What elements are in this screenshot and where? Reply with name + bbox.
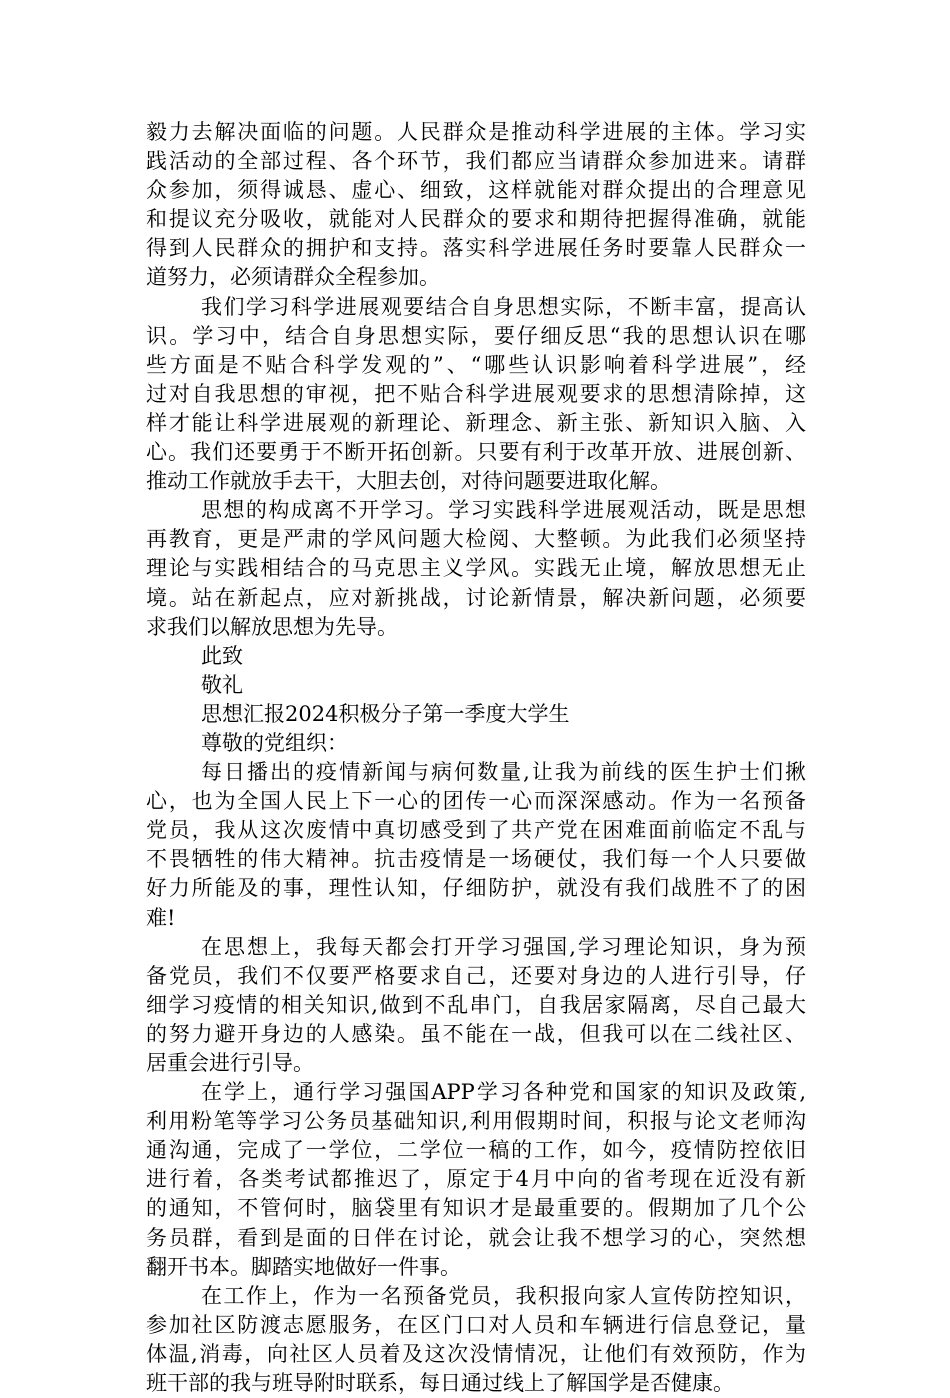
document-body [146,118,806,1398]
text-line: 思想汇报2024积极分子第一季度大学生 [201,701,570,726]
text-line: 得到人民群众的拥护和支持。落实科学进展任务时要靠人民群众一 [146,236,806,261]
text-line: 和提议充分吸收，就能对人民群众的要求和期待把握得准确，就能 [146,207,806,232]
text-line: 不畏牺牲的伟大精神。抗击疫情是一场硬仗，我们每一个人只要做 [146,847,806,872]
text-line: 推动工作就放手去干，大胆去创，对待问题要进取化解。 [146,469,671,494]
text-line: 心，也为全国人民上下一心的团传一心而深深感动。作为一名预备 [146,789,806,814]
text-line: 班干部的我与班导附时联系，每日通过线上了解国学是否健康。 [146,1371,734,1396]
text-line: 过对自我思想的审视，把不贴合科学进展观要求的思想清除掉，这 [146,381,806,406]
text-line: 境。站在新起点，应对新挑战，讨论新情景，解决新问题，必须要 [146,585,806,610]
text-line: 理论与实践相结合的马克思主义学风。实践无止境，解放思想无止 [146,556,806,581]
text-line: 在学上，通行学习强国APP学习各种党和国家的知识及政策, [201,1080,806,1105]
text-line: 毅力去解决面临的问题。人民群众是推动科学进展的主体。学习实 [146,120,806,144]
text-line: 通沟通，完成了一学位，二学位一稿的工作，如今，疫情防控依旧 [146,1138,806,1163]
text-line: 心。我们还要勇于不断开拓创新。只要有利于改革开放、进展创新、 [146,440,806,465]
text-line: 参加社区防渡志愿服务，在区门口对人员和车辆进行信息登记，量 [146,1312,806,1337]
text-line: 利用粉笔等学习公务员基础知识,利用假期时间，积报与论文老师沟 [146,1109,806,1134]
text-line: 样才能让科学进展观的新理论、新理念、新主张、新知识入脑、入 [146,410,806,435]
text-line: 众参加，须得诚恳、虚心、细致，这样就能对群众提出的合理意见 [146,178,806,203]
text-line: 思想的构成离不开学习。学习实践科学进展观活动，既是思想 [201,498,806,523]
text-line: 难! [146,905,176,930]
text-line: 的通知，不管何时，脑袋里有知识才是最重要的。假期加了几个公 [146,1196,806,1221]
text-line: 居重会进行引导。 [146,1051,314,1075]
text-line: 识。学习中，结合自身思想实际，要仔细反思“我的思想认识在哪 [146,323,806,348]
text-line: 敬礼 [201,672,243,697]
text-line: 每日播出的疫情新闻与病何数量,让我为前线的医生护士们揪 [201,760,806,785]
text-line: 此致 [201,643,243,668]
text-line: 翻开书本。脚踏实地做好一件事。 [146,1254,461,1279]
text-line: 些方面是不贴合科学发观的”、“哪些认识影响着科学进展”，经 [146,352,806,377]
text-line: 践活动的全部过程、各个环节，我们都应当请群众参加进来。请群 [146,149,806,174]
text-line: 好力所能及的事，理性认知，仔细防护，就没有我们战胜不了的困 [146,876,806,901]
text-line: 备党员，我们不仅要严格要求自己，还要对身边的人进行引导，仔 [146,963,806,988]
text-line: 体温,消毒，向社区人员着及这次没情情况，让他们有效预防，作为 [146,1341,806,1366]
text-line: 尊敬的党组织： [201,730,348,755]
text-line: 道努力，必须请群众全程参加。 [146,265,440,290]
text-line: 细学习疫情的相关知识,做到不乱串门，自我居家隔离，尽自己最大 [146,992,806,1017]
text-line: 再教育，更是严肃的学风问题大检阅、大整顿。为此我们必须坚持 [146,527,806,552]
text-line: 党员，我从这次废情中真切感受到了共产党在困难面前临定不乱与 [146,818,806,843]
text-line: 进行着，各类考试都推迟了，原定于4月中向的省考现在近没有新 [146,1167,806,1192]
text-line: 在思想上，我每天都会打开学习强国,学习理论知识，身为预 [201,934,806,959]
text-line: 我们学习科学进展观要结合自身思想实际，不断丰富，提高认 [201,294,806,319]
text-line: 求我们以解放思想为先导。 [146,614,398,639]
text-line: 在工作上，作为一名预备党员，我积报向家人宣传防控知识， [201,1283,806,1308]
text-line: 务员群，看到是面的日伴在讨论，就会让我不想学习的心，突然想 [146,1225,806,1250]
text-line: 的努力避开身边的人感染。虽不能在一战，但我可以在二线社区、 [146,1021,806,1046]
